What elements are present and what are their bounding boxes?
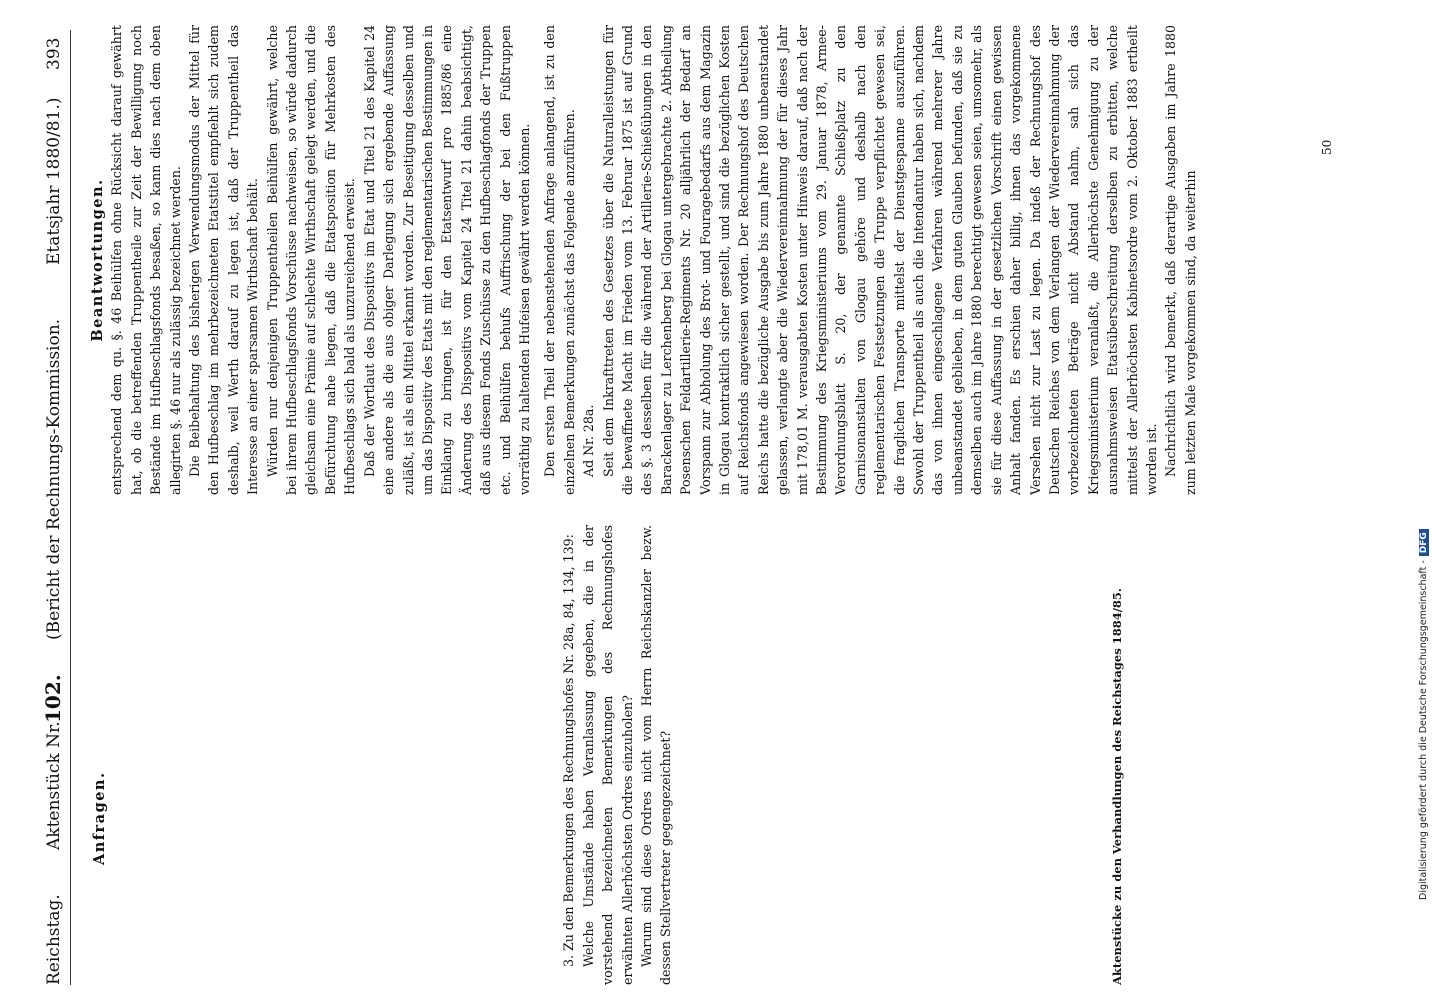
footer-note: Aktenstücke zu den Verhandlungen des Reichstages 1884/85. <box>1110 588 1124 985</box>
header-page-number: 393 <box>44 37 64 70</box>
signature-mark: 50 <box>1320 139 1334 155</box>
anfrage-question-1: Welche Umstände haben Veranlassung gegeben, die in der vorstehend bezeichneten Bemerkungen des Rechnungshofes erwähnten Allerhöchsten Ordres einzuholen? <box>580 525 635 985</box>
header-doc-label: Aktenstück Nr. <box>44 721 64 850</box>
answer-para-2: Würden nur denjenigen Truppentheilen Beihülfen gewährt, welche bei ihrem Hufbeschlagsfonds Vorschüsse nachweisen, so würde dadurch gleichsam eine Prämie auf schlechte Wirthschaft gelegt werden, und die Befürchtung nahe liegen, daß die Etatsposition für Mehrkosten des Hufbeschlags sich bald als unzureichend erweist. <box>264 25 358 495</box>
dfg-logo: DFG <box>1419 529 1429 556</box>
answer-ad-label: Ad Nr. 28a. <box>581 404 597 477</box>
anfrage-intro: Zu den Bemerkungen des Rechnungshofes Nr. 28a, 84, 134, 139: <box>561 534 577 951</box>
answer-para-5: Seit dem Inkrafttreten des Gesetzes über die Naturalleistungen für die bewaffnete Macht im Frieden vom 13. Februar 1875 ist auf Grund des §. 3 desselben für die während der Artillerie-Schießübungen in den Barackenlager zu Lerchenberg bei Glogau untergebrachte 2. Abtheilung Posenschen Feldartillerie-Regiments Nr. 20 alljährlich der Bedarf an Vorspann zur Abholung des Brot- und Fouragebedarfs aus dem Magazin in Glogau kontraktlich sicher gestellt, und sind die bezüglichen Kosten auf Reichsfonds angewiesen worden. Der Rechnungshof des Deutschen Reichs hatte die bezügliche Ausgabe bis zum Jahre 1880 unbeanstandet gelassen, verlangte aber die Wiedervereinnahmung der für dieses Jahr mit 178,01 M. verausgabten Kosten unter Hinweis darauf, daß nach der Bestimmung des Kriegsministeriums vom 29. Januar 1878, Armee-Verordnungsblatt S. 20, der genannte Schießplatz zu den Garnisonanstalten von Glogau gehöre und deshalb nach den reglementarischen Festsetzungen die Truppe verpflichtet gewesen sei, die fraglichen Transporte mittelst der Dienstgespanne auszuführen. Sowohl der Truppentheil als auch die Intendantur haben sich, nachdem das von ihnen eingeschlagene Verfahren während mehrerer Jahre unbeanstandet geblieben, in dem guten Glauben befunden, daß sie zu demselben auch im Jahre 1880 berechtigt gewesen seien, umsomehr, als sie für diese Auffassung in der gesetzlichen Vorschrift einen gewissen Anhalt fanden. Es erschien daher billig, ihnen das vorgekommene Versehen nicht zur Last zu legen. Da indeß der Rechnungshof des Deutschen Reiches von dem Verlangen der Wiedervereinnahmung der vorbezeichneten Beträge nicht Abstand nahm, sah sich das Kriegsministerium veranlaßt, die Allerhöchste Genehmigung zu der ausnahmsweisen Etatsüberschreitung derselben zu erbitten, welche mittelst der Allerhöchsten Kabinetsordre vom 2. Oktober 1883 ertheilt worden ist. <box>600 25 1159 495</box>
header-doc-number: 102. <box>41 674 65 723</box>
anfrage-item-3 <box>559 525 578 985</box>
answer-para-3: Daß der Wortlaut des Dispositivs im Etat und Titel 21 des Kapitel 24 eine andere als die aus obiger Darlegung sich ergebende Auffassung zuläßt, ist als ein Mittel erkannt worden. Zur Beseitigung desselben und um das Dispositiv des Etats mit den reglementarischen Bestimmungen in Einklang zu bringen, ist für den Etatsentwurf pro 1885/86 eine Änderung des Dispositivs vom Kapitel 24 Titel 21 dahin beabsichtigt, daß aus diesem Fonds Zuschüsse zu den Hufbeschlagfonds der Truppen etc. und Beihülfen behufs Auffrischung der bei den Fußtruppen vorräthig zu haltenden Hufeisen gewährt werden können. <box>361 25 532 495</box>
answer-para-0: entsprechend dem qu. §. 46 Beihülfen ohne Rücksicht darauf gewährt hat, ob die betreffenden Truppentheile zur Zeit der Bewilligung noch Bestände im Hufbeschlagsfonds besaßen, so kann dies nach dem oben allegirten §. 46 nur als zulässig bezeichnet werden. <box>109 25 183 495</box>
anfragen-column <box>90 525 676 985</box>
digitization-text-wrap <box>1418 30 1432 900</box>
anfrage-number: 3. <box>561 954 577 967</box>
anfragen-spacer <box>109 525 559 985</box>
anfrage-question-2: Warum sind diese Ordres nicht vom Herrn Reichskanzler bezw. dessen Stellvertreter gegengezeichnet? <box>639 525 674 985</box>
answer-para-6: Nachrichtlich wird bemerkt, daß derartige Ausgaben im Jahre 1880 zum letzten Male vorgekommen sind, da weiterhin <box>1163 25 1198 495</box>
anfragen-heading: Anfragen. <box>91 771 108 865</box>
digitization-note <box>1418 30 1430 900</box>
answer-para-1: Die Beibehaltung des bisherigen Verwendungsmodus der Mittel für den Hufbeschlag im mehrbezeichneten Etatstitel empfiehlt sich zudem deshalb, weil Werth darauf zu legen ist, daß der Truppentheil das Interesse an einer sparsamen Wirthschaft behält. <box>187 25 261 495</box>
header-reichstag: Reichstag. <box>44 894 64 985</box>
header-title: (Bericht der Rechnungs-Kommission. <box>44 318 64 640</box>
beantwortungen-heading: Beantwortungen. <box>89 178 106 342</box>
header-year: Etatsjahr 1880/81.) <box>44 97 64 265</box>
beantwortungen-column <box>88 25 1200 495</box>
header-rule <box>70 30 71 985</box>
page-header <box>41 25 70 985</box>
digitization-text: Digitalisierung gefördert durch die Deutsche Forschungsgemeinschaft - <box>1418 560 1429 900</box>
answer-para-4: Den ersten Theil der nebenstehenden Anfrage anlangend, ist zu den einzelnen Bemerkungen zunächst das Folgende anzuführen. <box>542 25 577 495</box>
